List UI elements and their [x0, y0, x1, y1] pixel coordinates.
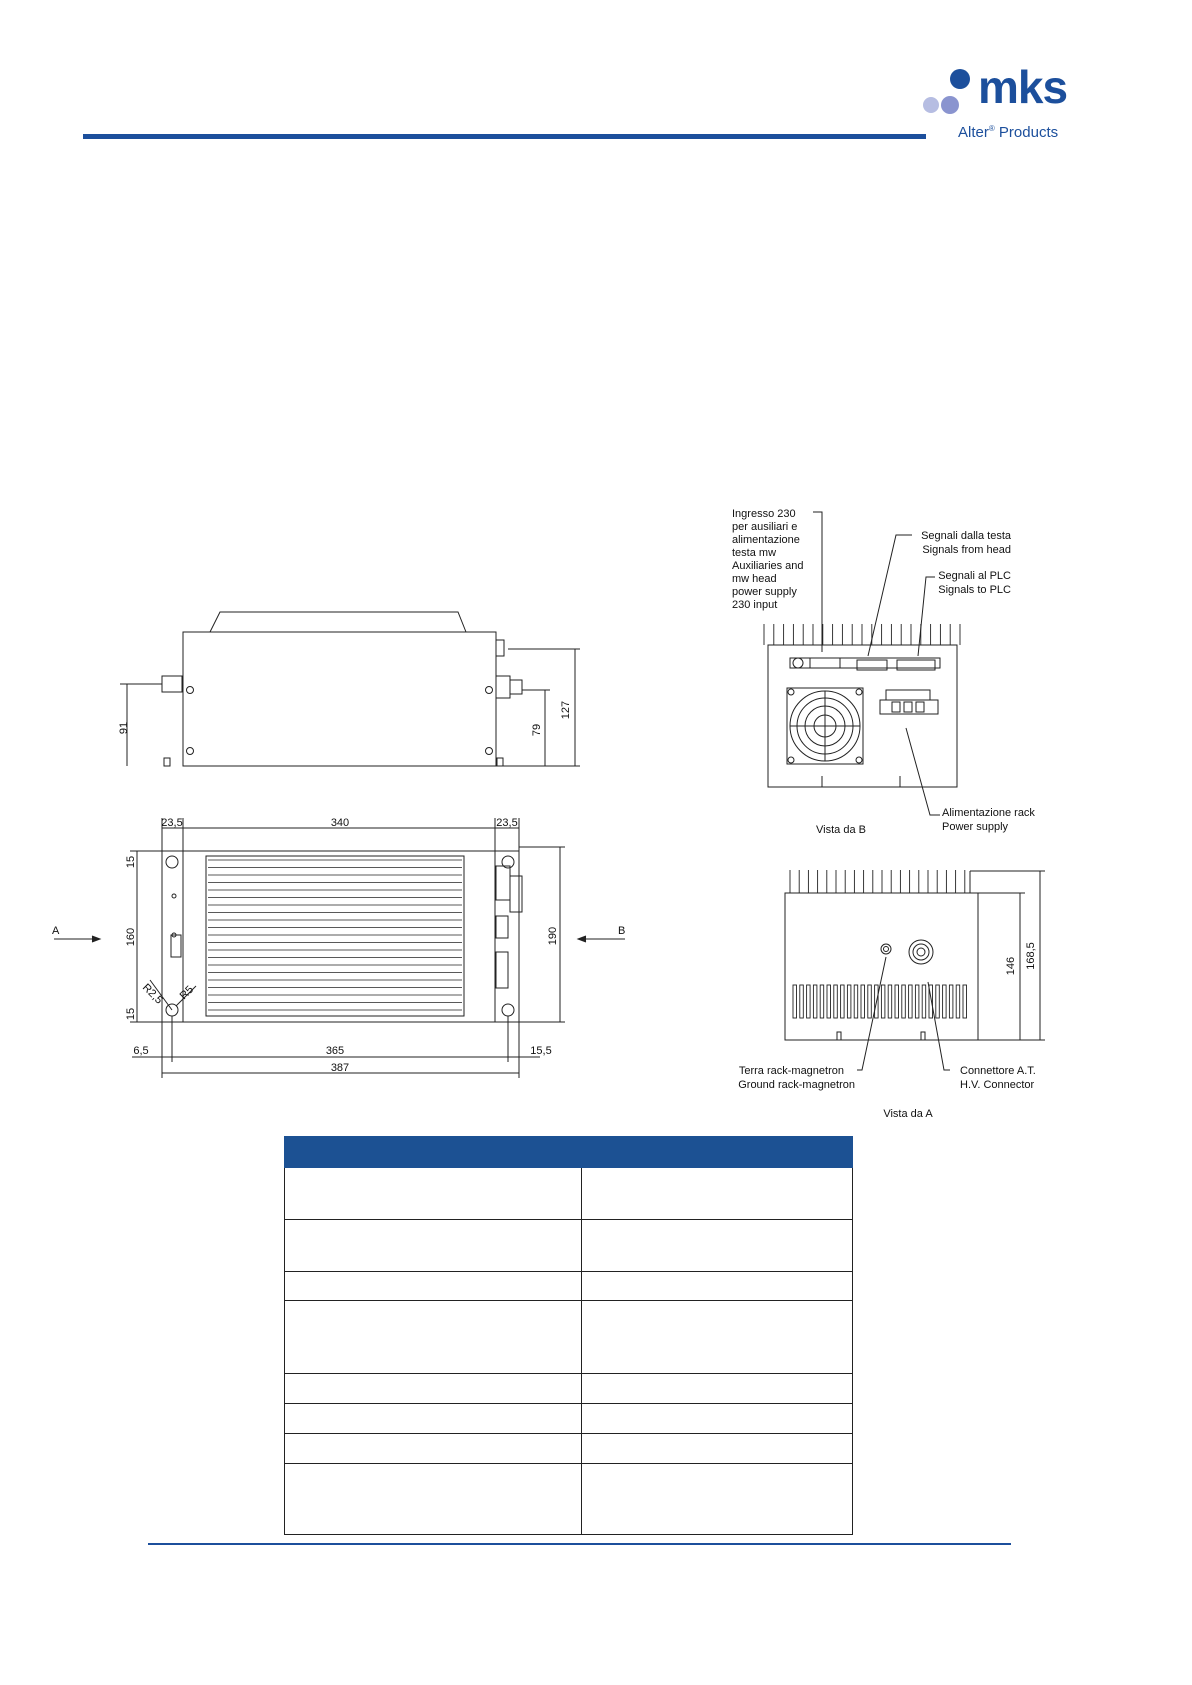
dim-160: 160	[125, 927, 137, 947]
table-cell	[285, 1301, 582, 1374]
view-b-caption: Vista da B	[816, 824, 866, 836]
table-row	[285, 1374, 853, 1404]
side-dim-127: 127	[560, 700, 572, 720]
table-row	[285, 1272, 853, 1301]
view-a-dim-146: 146	[1005, 956, 1017, 976]
logo-subtitle: Alter® Products	[958, 124, 1059, 141]
dim-23-5-right: 23,5	[496, 817, 518, 829]
dim-15-bottom: 15	[125, 1007, 137, 1021]
callout-input-0: Ingresso 230	[732, 508, 796, 520]
dim-365: 365	[325, 1045, 345, 1057]
callout-ground-0: Terra rack-magnetron	[738, 1065, 844, 1077]
table-cell	[582, 1374, 853, 1404]
arrow-label-b: B	[618, 925, 626, 937]
table-cell	[582, 1301, 853, 1374]
dim-15-top: 15	[125, 855, 137, 869]
view-b-drawing	[764, 512, 960, 815]
table-row	[285, 1220, 853, 1272]
top-view	[54, 818, 625, 1078]
footer-rule	[148, 1543, 1011, 1545]
view-a-dim-168-5: 168,5	[1025, 942, 1037, 970]
table-cell	[285, 1220, 582, 1272]
callout-plc-0: Segnali al PLC	[938, 570, 1011, 582]
callout-plc-1: Signals to PLC	[938, 584, 1011, 596]
table-row	[285, 1301, 853, 1374]
dim-r2-5: R2,5	[139, 981, 165, 1007]
callout-input-2: alimentazione	[732, 534, 800, 546]
table-cell	[285, 1168, 582, 1220]
view-a-caption: Vista da A	[883, 1108, 933, 1120]
callout-rack-1: Power supply	[942, 821, 1009, 833]
table-cell	[582, 1272, 853, 1301]
dim-r5: R5	[177, 983, 197, 1003]
callout-hv-1: H.V. Connector	[960, 1079, 1035, 1091]
callout-input-6: power supply	[732, 586, 797, 598]
table-cell	[285, 1464, 582, 1535]
dim-23-5-left: 23,5	[161, 817, 183, 829]
callout-head-1: Signals from head	[922, 544, 1011, 556]
table-header	[285, 1137, 853, 1168]
callout-input-1: per ausiliari e	[732, 521, 798, 533]
dim-6-5: 6,5	[133, 1045, 149, 1057]
table-cell	[582, 1168, 853, 1220]
table-cell	[582, 1464, 853, 1535]
table-row	[285, 1434, 853, 1464]
table-cell	[285, 1272, 582, 1301]
table-row	[285, 1168, 853, 1220]
table-header-row	[285, 1137, 853, 1168]
callout-input-3: testa mw	[732, 547, 777, 559]
callout-input-7: 230 input	[732, 599, 778, 611]
dim-387: 387	[330, 1062, 350, 1074]
callout-ground-1: Ground rack-magnetron	[738, 1079, 855, 1091]
table-cell	[582, 1434, 853, 1464]
table-row	[285, 1464, 853, 1535]
table-cell	[285, 1404, 582, 1434]
table-cell	[582, 1404, 853, 1434]
dim-190: 190	[547, 926, 559, 946]
side-dim-91: 91	[118, 721, 130, 735]
logo-wordmark: mks	[978, 61, 1068, 113]
spec-table	[284, 1136, 853, 1535]
callout-hv-0: Connettore A.T.	[960, 1065, 1036, 1077]
table-cell	[582, 1220, 853, 1272]
callout-input-4: Auxiliaries and	[732, 560, 804, 572]
table-row	[285, 1404, 853, 1434]
table-cell	[285, 1434, 582, 1464]
callout-rack-0: Alimentazione rack	[942, 807, 1035, 819]
callout-head-0: Segnali dalla testa	[921, 530, 1011, 542]
side-dim-79: 79	[531, 723, 543, 737]
table-cell	[285, 1374, 582, 1404]
arrow-label-a: A	[52, 925, 60, 937]
dim-15-5: 15,5	[530, 1045, 552, 1057]
dim-340: 340	[330, 817, 350, 829]
callout-input-5: mw head	[732, 573, 777, 585]
view-a-labels	[738, 942, 1037, 1120]
side-view	[120, 612, 580, 766]
